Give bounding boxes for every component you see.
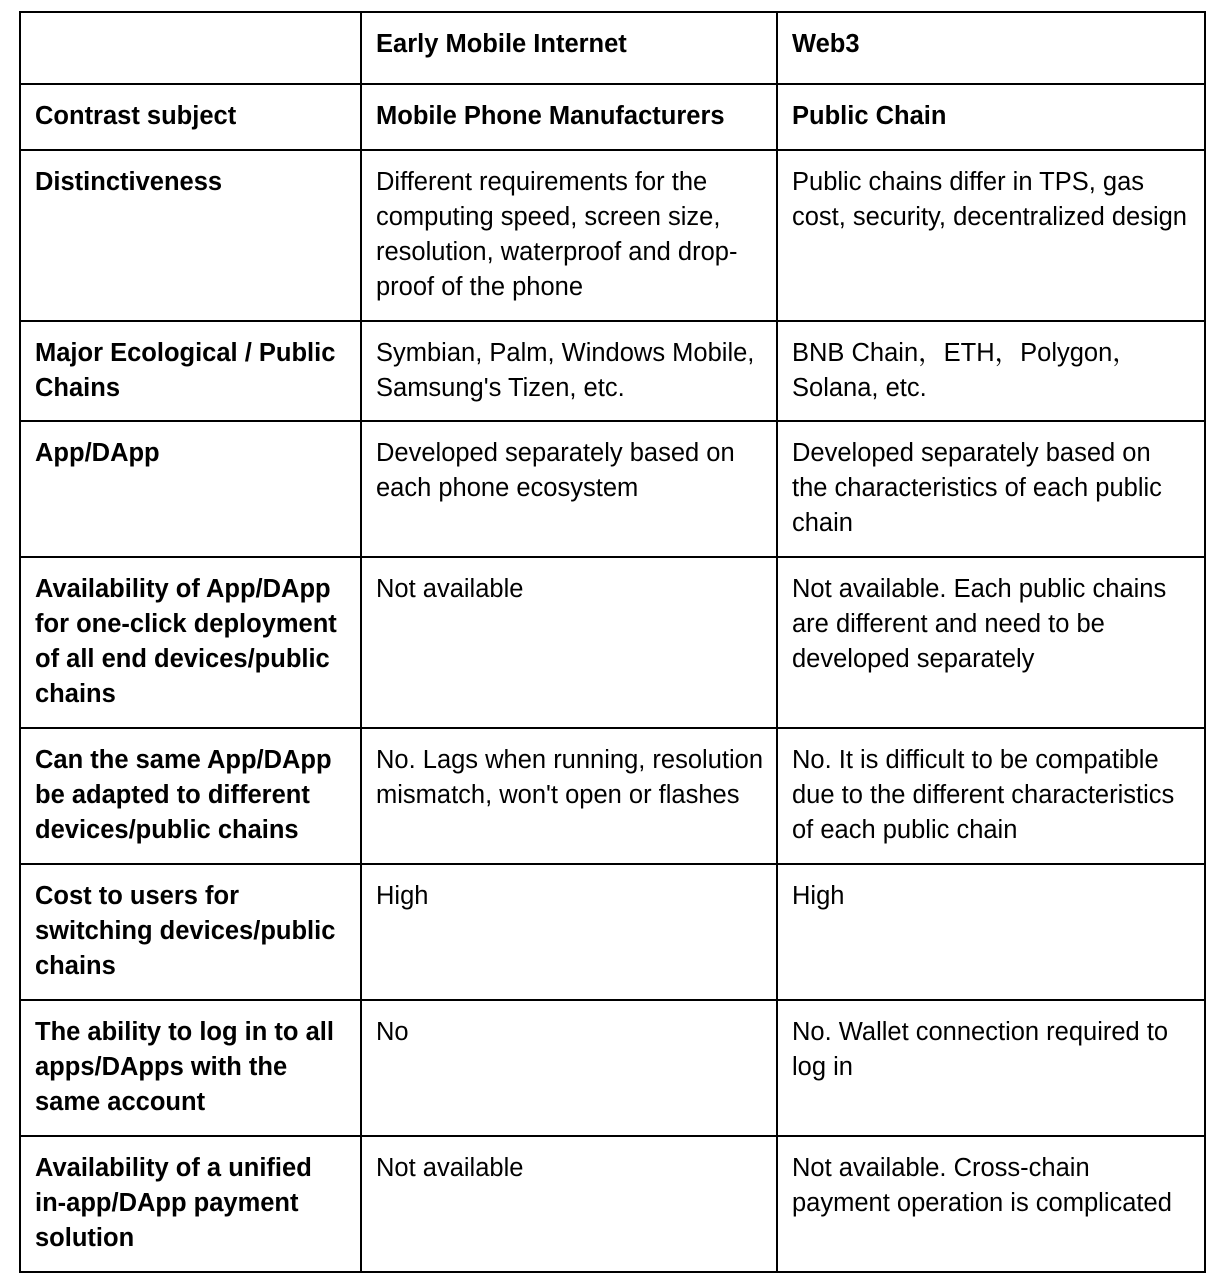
mobile-cell: No — [361, 1000, 777, 1136]
row-label: The ability to log in to all apps/DApps with the same account — [20, 1000, 361, 1136]
table-row — [20, 1000, 1205, 1136]
row-label: App/DApp — [20, 421, 361, 557]
header-early-mobile-internet: Early Mobile Internet — [361, 12, 777, 84]
mobile-cell: Different requirements for the computing speed, screen size, resolution, waterproof and drop-proof of the phone — [361, 150, 777, 321]
row-label: Cost to users for switching devices/public chains — [20, 864, 361, 1000]
table-row — [20, 728, 1205, 864]
web3-cell: Developed separately based on the characteristics of each public chain — [777, 421, 1205, 557]
row-label: Can the same App/DApp be adapted to different devices/public chains — [20, 728, 361, 864]
web3-cell: No. It is difficult to be compatible due to the different characteristics of each public chain — [777, 728, 1205, 864]
table-row — [20, 321, 1205, 421]
row-label: Availability of App/DApp for one-click deployment of all end devices/public chains — [20, 557, 361, 728]
row-label: Major Ecological / Public Chains — [20, 321, 361, 421]
web3-cell: Public chains differ in TPS, gas cost, security, decentralized design — [777, 150, 1205, 321]
web3-cell: Not available. Cross-chain payment operation is complicated — [777, 1136, 1205, 1272]
table-row — [20, 1136, 1205, 1272]
web3-cell: Public Chain — [777, 84, 1205, 150]
web3-cell: No. Wallet connection required to log in — [777, 1000, 1205, 1136]
table-row — [20, 84, 1205, 150]
table-row — [20, 864, 1205, 1000]
web3-cell: High — [777, 864, 1205, 1000]
row-label: Contrast subject — [20, 84, 361, 150]
row-label: Availability of a unified in-app/DApp payment solution — [20, 1136, 361, 1272]
table-header-row — [20, 12, 1205, 84]
row-label: Distinctiveness — [20, 150, 361, 321]
table-row — [20, 150, 1205, 321]
header-web3: Web3 — [777, 12, 1205, 84]
mobile-cell: Mobile Phone Manufacturers — [361, 84, 777, 150]
table-row — [20, 421, 1205, 557]
mobile-cell: High — [361, 864, 777, 1000]
table-row — [20, 557, 1205, 728]
mobile-cell: Not available — [361, 1136, 777, 1272]
web3-cell: Not available. Each public chains are different and need to be developed separately — [777, 557, 1205, 728]
comparison-table — [19, 11, 1206, 1273]
mobile-cell: Not available — [361, 557, 777, 728]
header-corner-cell — [20, 12, 361, 84]
web3-cell: BNB Chain，ETH，Polygon，Solana, etc. — [777, 321, 1205, 421]
mobile-cell: Symbian, Palm, Windows Mobile, Samsung's Tizen, etc. — [361, 321, 777, 421]
mobile-cell: No. Lags when running, resolution mismatch, won't open or flashes — [361, 728, 777, 864]
mobile-cell: Developed separately based on each phone ecosystem — [361, 421, 777, 557]
